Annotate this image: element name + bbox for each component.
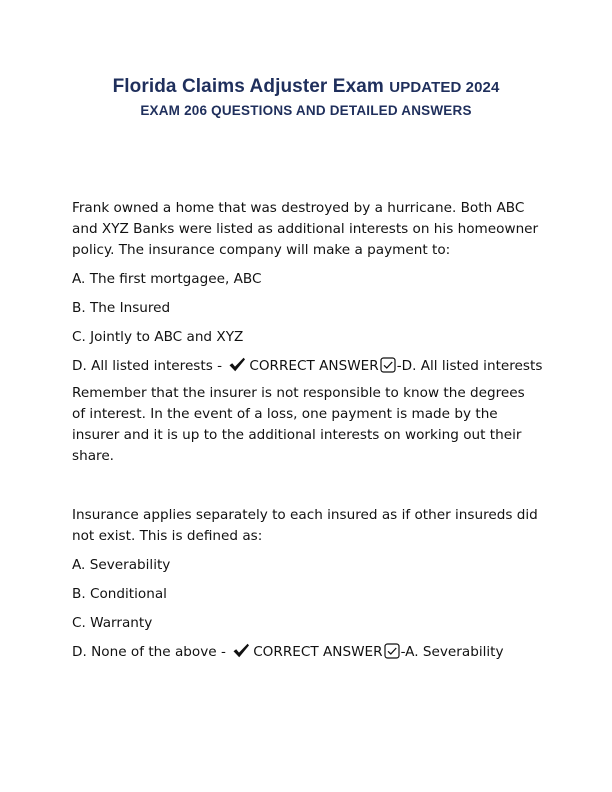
answer-option: D. All listed interests - xyxy=(72,358,227,374)
answer-option: B. Conditional xyxy=(72,586,167,602)
answer-option: D. None of the above - xyxy=(72,644,231,660)
answer-option: A. Severability xyxy=(72,557,171,573)
document-title: Florida Claims Adjuster Exam xyxy=(112,76,384,97)
answer-option: A. The first mortgagee, ABC xyxy=(72,271,262,287)
document-header xyxy=(0,74,612,121)
document-title-line xyxy=(0,74,612,101)
question-block-2 xyxy=(72,505,542,663)
question-text: Frank owned a home that was destroyed by a hurricane. Both ABC and XYZ Banks were listed as additional interests on his homeowner policy. The insurance company will make a payment to: xyxy=(72,200,539,258)
answer-option: C. Jointly to ABC and XYZ xyxy=(72,329,244,345)
ballot-box-with-check-icon xyxy=(380,357,396,373)
questions-content xyxy=(72,198,542,663)
correct-answer-text: -D. All listed interests xyxy=(396,358,543,374)
answer-key-line xyxy=(72,356,542,377)
correct-answer-text: -A. Severability xyxy=(400,644,504,660)
correct-answer-label: CORRECT ANSWER xyxy=(253,644,383,660)
correct-answer-label: CORRECT ANSWER xyxy=(249,358,379,374)
answer-key-line xyxy=(72,642,542,663)
answer-option: B. The Insured xyxy=(72,300,171,316)
document-subtitle: EXAM 206 QUESTIONS AND DETAILED ANSWERS xyxy=(140,103,472,118)
ballot-box-with-check-icon xyxy=(384,643,400,659)
updated-label: UPDATED 2024 xyxy=(389,79,500,96)
question-text: Insurance applies separately to each insured as if other insureds did not exist. This is defined as: xyxy=(72,507,538,544)
answer-explanation: Remember that the insurer is not responsible to know the degrees of interest. In the event of a loss, one payment is made by the insurer and it is up to the additional interests on working out their share. xyxy=(72,385,525,464)
answer-option: C. Warranty xyxy=(72,615,153,631)
question-block-1 xyxy=(72,198,542,467)
heavy-check-mark-icon xyxy=(232,643,250,658)
heavy-check-mark-icon xyxy=(228,357,246,372)
